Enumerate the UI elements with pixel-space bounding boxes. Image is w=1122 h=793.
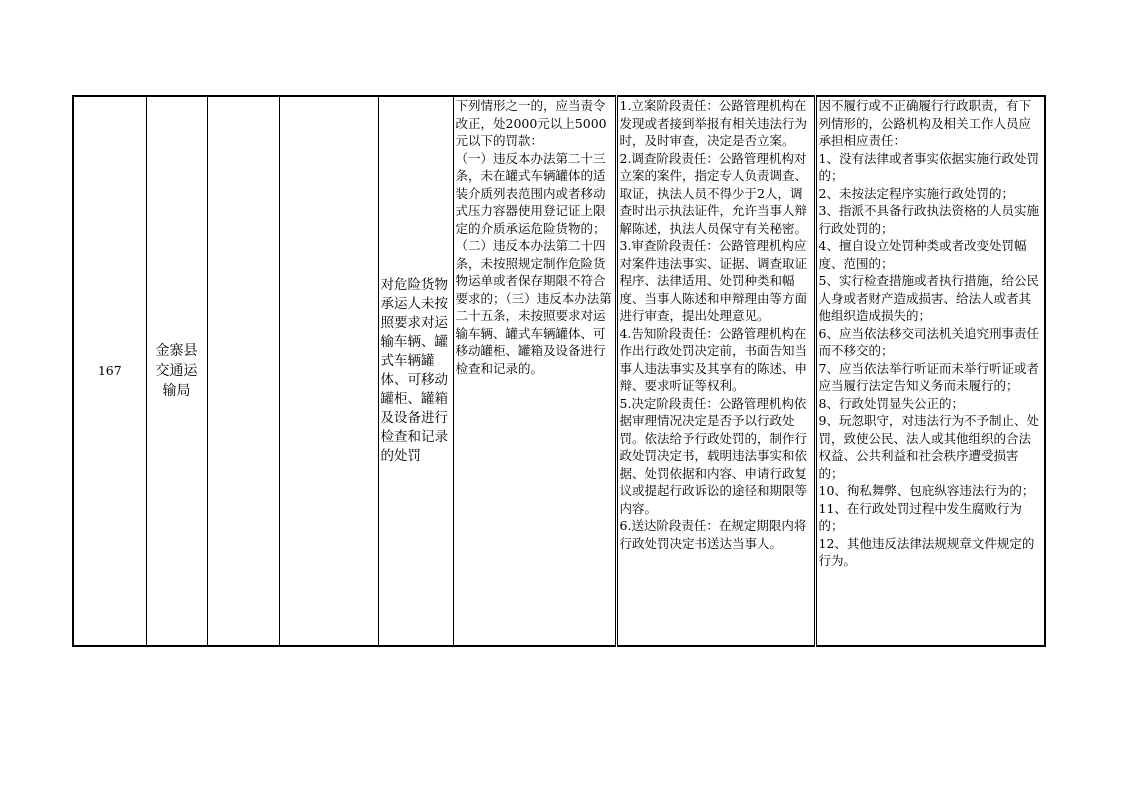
power-list-table bbox=[72, 95, 1046, 647]
item-name: 对危险货物承运人未按照要求对运输车辆、罐式车辆罐体、可移动罐柜、罐箱及设备进行检查和记录的处罚 bbox=[380, 277, 448, 464]
department-cell bbox=[146, 96, 207, 646]
responsibility-item: 1.立案阶段责任：公路管理机构在发现或者接到举报有相关违法行为时，及时审查，决定是否立案。 bbox=[619, 98, 808, 148]
accountability-item: 11、在行政处罚过程中发生腐败行为的； bbox=[818, 500, 1022, 533]
empty-cell-2 bbox=[279, 96, 378, 646]
accountability-item: 6、应当依法移交司法机关追究刑事责任而不移交的； bbox=[818, 325, 1039, 358]
table-row bbox=[73, 96, 1045, 646]
responsibility-item: 3.审查阶段责任：公路管理机构应对案件违法事实、证据、调查取证程序、法律适用、处罚种类和幅度、当事人陈述和申辩理由等方面进行审查，提出处理意见。 bbox=[619, 238, 808, 323]
accountability-item: 1、没有法律或者事实依据实施行政处罚的； bbox=[818, 150, 1039, 183]
accountability-item: 10、徇私舞弊、包庇纵容违法行为的； bbox=[818, 483, 1035, 498]
accountability-item: 8、行政处罚显失公正的； bbox=[818, 395, 964, 411]
row-number-cell bbox=[73, 96, 146, 646]
accountability-item: 2、未按法定程序实施行政处罚的； bbox=[818, 185, 1014, 201]
accountability-item: 9、玩忽职守，对违法行为不予制止、处罚，致使公民、法人或其他组织的合法权益、公共利益和社会秩序遭受损害的； bbox=[818, 413, 1039, 481]
department-name: 金寨县 交通运 输局 bbox=[155, 343, 198, 399]
responsibility-item: 4.告知阶段责任：公路管理机构在作出行政处罚决定前，书面告知当事人违法事实及其享有的陈述、申辩、要求听证等权利。 bbox=[619, 325, 808, 393]
responsibility-item: 6.送达阶段责任：在规定期限内将行政处罚决定书送达当事人。 bbox=[619, 518, 807, 551]
item-name-cell bbox=[378, 96, 453, 646]
responsibility-cell bbox=[616, 96, 815, 646]
accountability-item: 因不履行或不正确履行行政职责，有下列情形的，公路机构及相关工作人员应承担相应责任： bbox=[818, 98, 1032, 148]
empty-cell-1 bbox=[207, 96, 279, 646]
accountability-item: 5、实行检查措施或者执行措施，给公民人身或者财产造成损害、给法人或者其他组织造成损失的； bbox=[818, 273, 1039, 323]
responsibility-item: 2.调查阶段责任：公路管理机构对立案的案件，指定专人负责调查、取证，执法人员不得少于2人，调查时出示执法证件，允许当事人辩解陈述，执法人员保守有关秘密。 bbox=[619, 150, 808, 236]
responsibility-item: 5.决定阶段责任：公路管理机构依据审理情况决定是否予以行政处罚。依法给予行政处罚的，制作行政处罚决定书，载明违法事实和依据、处罚依据和内容、申请行政复议或提起行政诉讼的途径和期限等内容。 bbox=[619, 395, 808, 516]
accountability-item: 7、应当依法举行听证而未举行听证或者应当履行法定告知义务而未履行的； bbox=[818, 360, 1039, 393]
responsibility-list bbox=[620, 97, 812, 645]
basis-cell bbox=[453, 96, 616, 646]
accountability-cell bbox=[815, 96, 1045, 646]
accountability-item: 4、擅自设立处罚种类或者改变处罚幅度、范围的； bbox=[818, 238, 1027, 271]
accountability-item: 12、其他违反法律法规规章文件规定的行为。 bbox=[818, 535, 1035, 568]
accountability-item: 3、指派不具备行政执法资格的人员实施行政处罚的； bbox=[818, 203, 1039, 236]
row-number: 167 bbox=[97, 363, 122, 379]
accountability-list bbox=[819, 97, 1043, 645]
basis-text: 下列情形之一的，应当责令改正，处2000元以上5000元以下的罚款： （一）违反本办法第二十三条，未在罐式车辆罐体的适装介质列表范围内或者移动式压力容器使用登记证上限定的介质承运危险货物的；（二）违反本办法第二十四条，未按照规定制作危险货物运单或者保存期限不符合要求的；（三）违反本办法第二十五条，未按照要求对运输车辆、罐式车辆罐体、可移动罐柜、罐箱及设备进行检查和记录的。 bbox=[455, 98, 612, 376]
